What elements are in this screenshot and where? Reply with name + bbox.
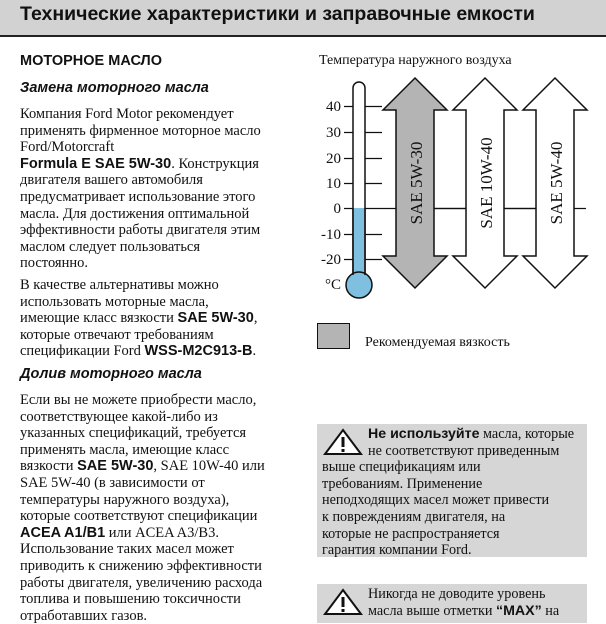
text-line: [20, 156, 305, 173]
text-line: которые не распространяется: [322, 525, 500, 542]
warning-triangle-icon: [321, 588, 365, 616]
viscosity-bold: SAE 5W-30: [77, 458, 154, 475]
section-title: МОТОРНОЕ МАСЛО: [20, 53, 163, 69]
warning-triangle-icon: [321, 428, 365, 456]
viscosity-arrow-5w30: [383, 78, 447, 288]
text-line: требованиям. Применение: [322, 475, 483, 492]
text-fragment: или ACEA A3/B3.: [105, 524, 219, 541]
text-line: предусматривает использование этого: [20, 188, 256, 205]
arrow-label: SAE 5W-30: [407, 141, 426, 225]
text-line: применять масла, имеющие класс: [20, 441, 230, 458]
text-line: неподходящих масел может привести: [322, 492, 550, 509]
legend-swatch: [317, 323, 350, 349]
text-line: В качестве альтернативы можно: [20, 277, 219, 293]
topup-paragraph: [20, 392, 305, 624]
text-fragment: вязкости: [20, 458, 78, 475]
text-line: не соответствуют приведенным: [368, 442, 560, 459]
text-line: Ford/Motorcraft: [20, 139, 115, 156]
text-line: гарантия компании Ford.: [322, 542, 472, 559]
temperature-tick-labels: [321, 99, 341, 293]
replace-heading: Замена моторного масла: [20, 80, 209, 96]
viscosity-arrow-10w40: [453, 78, 517, 288]
page-header: [0, 0, 606, 37]
tick-label: -20: [321, 252, 341, 268]
tick-label: 40: [326, 99, 341, 115]
thermometer-icon: [346, 82, 372, 298]
tick-label: °C: [324, 277, 341, 293]
arrow-label: SAE 5W-40: [547, 141, 566, 225]
ford-spec-bold: WSS-M2C913-B: [144, 343, 253, 360]
arrow-label: SAE 10W-40: [477, 137, 496, 229]
text-line: масла. Для достижения оптимальной: [20, 205, 250, 222]
text-line: работы двигателя, увеличению расхода: [20, 574, 263, 591]
replace-paragraph-2: [20, 277, 305, 360]
tick-label: 0: [333, 201, 341, 217]
text-line: применять фирменное моторное масло: [20, 122, 261, 139]
warning-bold: Не используйте: [368, 426, 480, 442]
replace-paragraph-1: [20, 106, 305, 272]
tick-label: -10: [321, 227, 341, 243]
topup-heading: Долив моторного масла: [20, 366, 202, 382]
tick-label: 10: [326, 176, 341, 192]
text-line: Компания Ford Motor рекомендует: [20, 106, 234, 122]
oil-spec-bold: Formula E SAE 5W-30: [20, 155, 172, 172]
legend-label: Рекомендуемая вязкость: [365, 335, 510, 350]
diagram-title: Температура наружного воздуха: [319, 53, 512, 68]
tick-label: 20: [326, 151, 341, 167]
text-line: к повреждениям двигателя, на: [322, 508, 506, 525]
text-line: отработавших газов.: [20, 607, 148, 624]
viscosity-temperature-diagram: [300, 70, 600, 310]
text-line: двигателя вашего автомобиля: [20, 172, 203, 189]
text-fragment: ,: [253, 310, 258, 327]
text-line: [20, 310, 305, 327]
text-fragment: . Конструкция: [171, 155, 259, 172]
text-line: которые отвечают требованиям: [20, 326, 214, 343]
text-fragment: .: [252, 343, 257, 360]
text-line: постоянно.: [20, 255, 88, 272]
text-line: Никогда не доводите уровень: [368, 586, 546, 602]
text-line: SAE 5W-40 (в зависимости от: [20, 474, 205, 491]
text-line: приводить к снижению эффективности: [20, 557, 262, 574]
text-fragment: на: [541, 602, 560, 619]
viscosity-bold: SAE 5W-30: [177, 310, 254, 327]
text-fragment: масла, которые: [479, 426, 575, 442]
text-line: маслом следует пользоваться: [20, 238, 201, 255]
text-line: Использование таких масел может: [20, 541, 234, 558]
warning-box-1: [317, 424, 587, 557]
text-fragment: имеющие класс вязкости: [20, 310, 178, 327]
text-line: указанных спецификаций, требуется: [20, 425, 247, 442]
text-line: эффективности работы двигателя этим: [20, 222, 261, 239]
tick-label: 30: [326, 125, 341, 141]
page-title: Технические характеристики и заправочные емкости: [20, 3, 535, 25]
viscosity-arrow-5w40: [523, 78, 587, 288]
text-line: [20, 458, 305, 475]
text-fragment: спецификации Ford: [20, 343, 145, 360]
text-line: [20, 343, 305, 360]
text-line: [20, 525, 305, 542]
text-line: которые соответствуют спецификации: [20, 508, 258, 525]
text-fragment: , SAE 10W-40 или: [153, 458, 265, 475]
text-fragment: масла выше отметки: [368, 602, 497, 619]
max-mark-bold: “MAX”: [496, 602, 542, 619]
text-line: Если вы не можете приобрести масло,: [20, 392, 257, 408]
text-line: соответствующее какой-либо из: [20, 408, 218, 425]
text-line: температуры наружного воздуха),: [20, 491, 230, 508]
warning-box-2: [317, 584, 587, 623]
text-line: выше спецификациям или: [322, 459, 481, 476]
text-line: топлива и повышению токсичности: [20, 591, 241, 608]
text-line: использовать моторные масла,: [20, 293, 209, 310]
acea-spec-bold: ACEA A1/B1: [20, 524, 106, 541]
